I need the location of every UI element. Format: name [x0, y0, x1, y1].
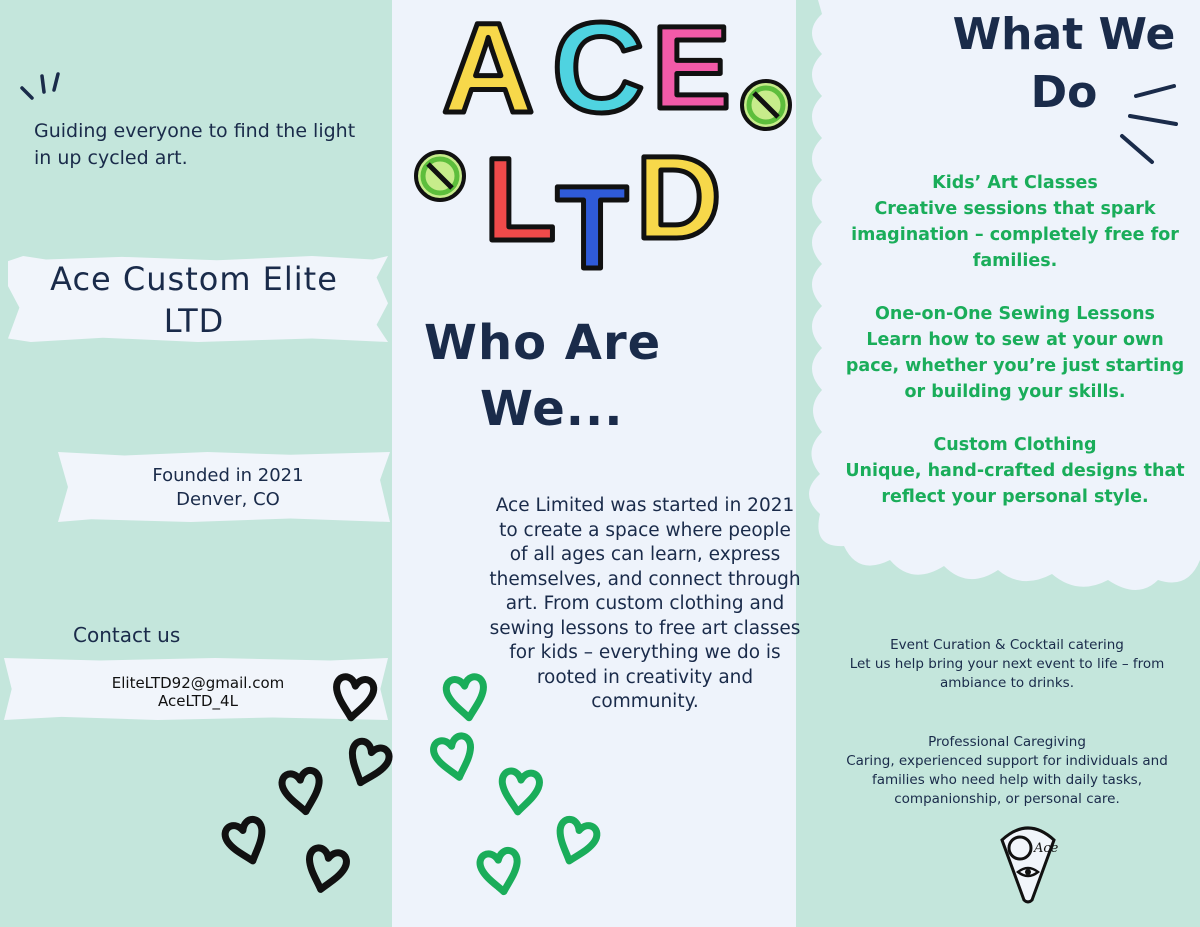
logo-letter-c: C [552, 0, 645, 140]
black-hearts-decoration [210, 660, 400, 920]
no-sign-icon [416, 152, 464, 200]
tagline: Guiding everyone to find the light in up cycled art. [34, 120, 356, 169]
heart-icon [499, 770, 540, 814]
logo-letter-e: E [652, 2, 731, 134]
heart-icon [343, 739, 392, 789]
founded-location: Denver, CO [176, 489, 280, 510]
founded-info [80, 464, 376, 512]
what-heading-line1: What We [952, 9, 1176, 60]
who-heading-line1: Who Are [424, 315, 662, 371]
sparkle-lines-icon [1108, 80, 1180, 170]
no-sign-icon [742, 81, 790, 129]
service-description: Learn how to sew at your own pace, whether you’re just starting or building your skills. [845, 330, 1185, 402]
ace-ltd-logo [400, 0, 796, 300]
ace-badge-logo [996, 820, 1060, 904]
heart-icon [281, 769, 325, 815]
heart-icon [551, 817, 599, 867]
extra-description: Caring, experienced support for individuals and families who need help with daily tasks, companionship, or personal care. [846, 753, 1168, 807]
heart-icon [223, 817, 271, 867]
extra-service-caregiving [822, 733, 1192, 809]
logo-letter-a: A [442, 0, 535, 140]
contact-heading: Contact us [73, 623, 181, 647]
heart-icon [303, 846, 349, 894]
heart-icon [445, 676, 487, 721]
green-hearts-decoration [430, 660, 620, 920]
badge-text: Ace [1034, 841, 1059, 856]
business-name: Ace Custom Elite LTD [50, 260, 338, 340]
contact-email[interactable]: EliteLTD92@gmail.com [111, 674, 285, 692]
heart-icon [432, 734, 478, 782]
extra-title: Event Curation & Cocktail catering [890, 637, 1124, 653]
contact-handle[interactable]: AceLTD_4L [158, 692, 238, 710]
logo-letter-t: T [556, 162, 629, 294]
service-description: Creative sessions that spark imagination – completely free for families. [851, 199, 1179, 271]
service-kids-art [840, 170, 1190, 274]
what-heading-line2: Do [1030, 67, 1098, 118]
service-title: One-on-One Sewing Lessons [875, 304, 1155, 324]
who-heading-line2: We... [480, 381, 624, 437]
service-sewing-lessons [840, 301, 1190, 405]
service-custom-clothing [840, 432, 1190, 510]
founded-year: Founded in 2021 [152, 465, 304, 486]
service-description: Unique, hand-crafted designs that reflect your personal style. [845, 461, 1185, 507]
extra-title: Professional Caregiving [928, 734, 1086, 750]
heart-icon [479, 849, 523, 895]
extra-description: Let us help bring your next event to life – from ambiance to drinks. [849, 656, 1165, 691]
extra-service-event-curation [822, 636, 1192, 693]
logo-letter-l: L [484, 134, 557, 266]
service-title: Custom Clothing [933, 435, 1097, 455]
about-paragraph: Ace Limited was started in 2021 to create a space where people of all ages can learn, express themselves, and connect through art. From custom clothing and sewing lessons to free art classes for kids – everything we do is rooted in creativity and community. [489, 495, 801, 712]
heart-icon [332, 676, 374, 721]
service-title: Kids’ Art Classes [932, 173, 1098, 193]
sparkle-lines-icon [16, 66, 66, 106]
logo-letter-d: D [636, 132, 722, 264]
